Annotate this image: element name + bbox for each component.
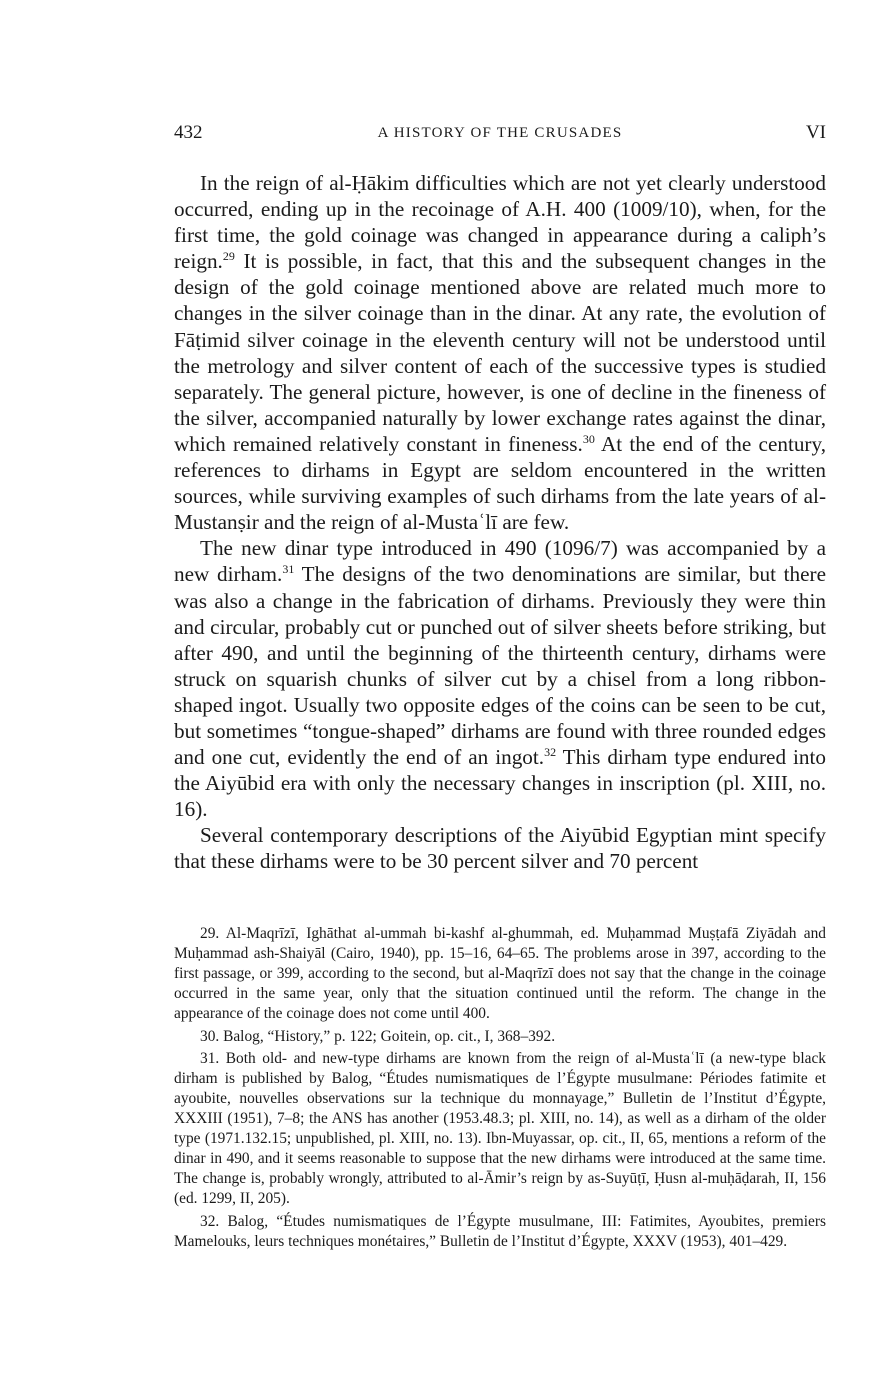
footnote-ref: 30 — [582, 431, 595, 446]
paragraph — [174, 535, 826, 822]
paragraph-text: It is possible, in fact, that this and the subsequent changes in the design of the gold coinage mentioned above are related much more to changes in the silver coinage than in the dinar. At any rate, the evolution of Fāṭimid silver coinage in the eleventh century will not be understood until the metrology and silver content of each of the successive types is studied separately. The general picture, however, is one of decline in the fineness of the silver, accompanied naturally by lower exchange rates against the dinar, which remained relatively constant in fineness. — [174, 249, 826, 456]
footnote-ref: 29 — [222, 249, 235, 264]
paragraph-text: The designs of the two denominations are similar, but there was also a change in the fabrication of dirhams. Previously they were thin and circular, probably cut or punched out of silver sheets before striking, but after 490, and until the beginning of the thirteenth century, dirhams were struck on squarish chunks of silver cut by a chisel from a long ribbon-shaped ingot. Usually two opposite edges of the coins can be seen to be cut, but sometimes “tongue-shaped” dirhams are found with three rounded edges and one cut, evidently the end of an ingot. — [174, 562, 826, 770]
footnote-ref: 31 — [282, 562, 295, 577]
paragraph-text: This dirham type endured into the Aiyūbid era with only the necessary changes in inscription (pl. XIII, no. 16). — [174, 745, 826, 822]
paragraph-text: At the end of the century, references to dirhams in Egypt are seldom encountered in the written sources, while surviving examples of such dirhams from the late years of al-Mustanṣir and the reign of al-Mustaʿlī are few. — [174, 431, 826, 535]
footnotes — [174, 924, 826, 1255]
paragraph-text: The new dinar type introduced in 490 (1096/7) was accompanied by a new dirham. — [174, 536, 826, 587]
running-header — [174, 118, 826, 148]
paragraph-text: Several contemporary descriptions of the Aiyūbid Egyptian mint specify that these dirhams were to be 30 percent silver and 70 percent — [174, 823, 826, 874]
paragraph — [174, 822, 826, 874]
page-number: 432 — [174, 122, 203, 143]
footnote-ref: 32 — [544, 745, 557, 759]
footnote: 32. Balog, “Études numismatiques de l’Égypte musulmane, III: Fatimites, Ayoubites, premiers Mamelouks, leurs techniques monétaires,” Bulletin de l’Institut d’Égypte, XXXV (1953), 401–429. — [174, 1212, 826, 1250]
footnote: 29. Al-Maqrīzī, Ighāthat al-ummah bi-kashf al-ghummah, ed. Muḥammad Muṣṭafā Ziyādah and Muḥammad ash-Shaiyāl (Cairo, 1940), pp. 15–16, 64–65. The problems arose in 397, according to the first passage, or 399, according to the second, but al-Maqrīzī does not say that the change in the coinage occurred in the same year, only that the situation continued until the reform. The change in the appearance of the coinage does not come until 400. — [174, 925, 826, 1022]
paragraph-text: In the reign of al-Ḥākim difficulties which are not yet clearly understood occurred, ending up in the recoinage of A.H. 400 (1009/10), when, for the first time, the gold coinage was changed in appearance during a caliph’s reign. — [174, 171, 826, 274]
main-text — [174, 170, 826, 875]
footnote: 31. Both old- and new-type dirhams are known from the reign of al-Mustaʿlī (a new-type black dirham is published by Balog, “Études numismatiques de l’Égypte musulmane: Périodes fatimite et ayoubite, nouvelles observations sur la technique du monnayage,” Bulletin de l’Institut d’Égypte, XXXIII (1951), 7–8; the ANS has another (1953.48.3; pl. XIII, no. 14), as well as a dirham of the older type (1971.132.15; unpublished, pl. XIII, no. 13). Ibn-Muyassar, op. cit., II, 65, mentions a reform of the dinar in 490, and it seems reasonable to suppose that the new dirhams were introduced at the same time. The change is, probably wrongly, attributed to al-Āmir’s reign by as-Suyūṭī, Ḥusn al-muḥāḍarah, II, 156 (ed. 1299, II, 205). — [174, 1050, 826, 1207]
running-title: A HISTORY OF THE CRUSADES — [377, 124, 623, 141]
part-number: VI — [805, 122, 826, 143]
footnote: 30. Balog, “History,” p. 122; Goitein, op. cit., I, 368–392. — [200, 1027, 556, 1045]
paragraph — [174, 170, 826, 535]
